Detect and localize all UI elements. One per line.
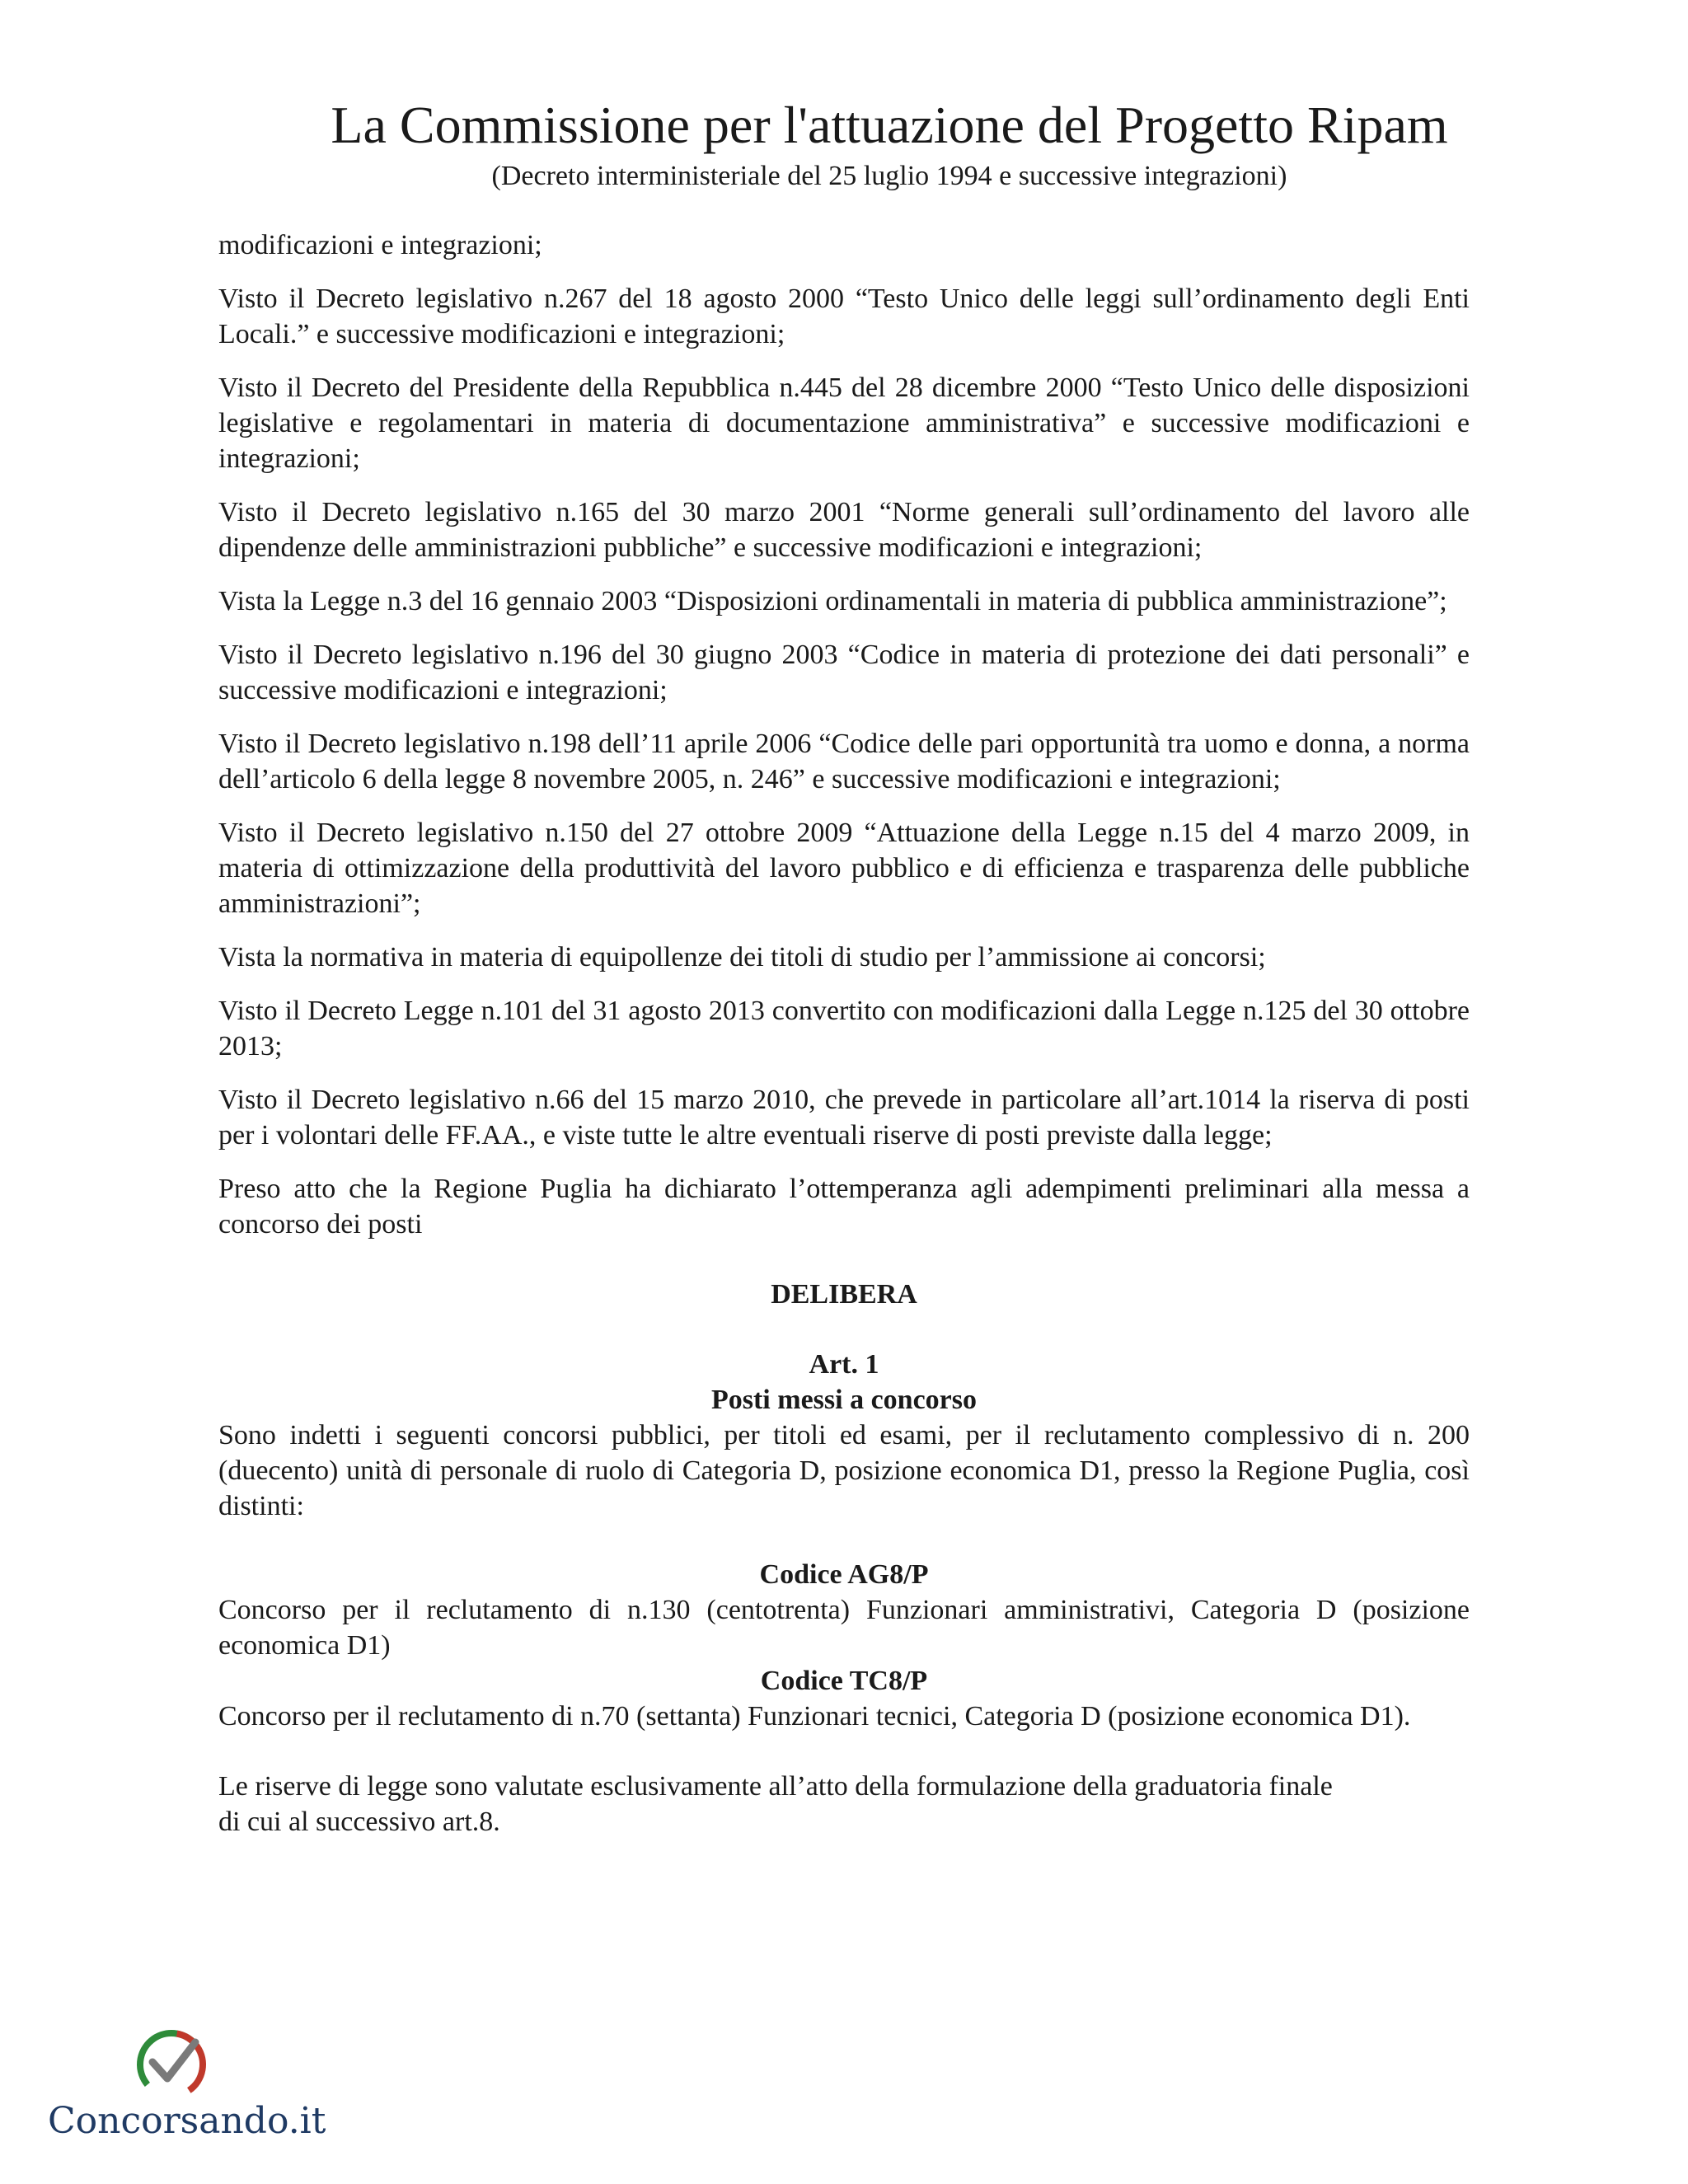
document-body xyxy=(218,227,1470,1840)
paragraph: modificazioni e integrazioni; xyxy=(218,230,542,260)
article-number: Art. 1 xyxy=(809,1349,879,1380)
paragraph: Visto il Decreto legislativo n.165 del 30 marzo 2001 “Norme generali sull’ordinamento del lavoro alle dipendenze delle amministrazioni pubbliche” e successive modificazioni e integrazioni; xyxy=(218,497,1470,563)
paragraph: Preso atto che la Regione Puglia ha dichiarato l’ottemperanza agli adempimenti preliminari alla messa a concorso dei posti xyxy=(218,1174,1470,1240)
page-title: La Commissione per l'attuazione del Progetto Ripam xyxy=(331,96,1448,154)
article-intro: Sono indetti i seguenti concorsi pubblici, per titoli ed esami, per il reclutamento complessivo di n. 200 (duecento) unità di personale di ruolo di Categoria D, posizione economica D1, presso la Regione Puglia, così distinti: xyxy=(218,1420,1470,1521)
paragraph: Visto il Decreto legislativo n.150 del 27 ottobre 2009 “Attuazione della Legge n.15 del 4 marzo 2009, in materia di ottimizzazione della produttività del lavoro pubblico e di efficienza e trasparenza delle pubbliche amministrazioni”; xyxy=(218,818,1470,919)
delibera-heading: DELIBERA xyxy=(771,1279,917,1310)
concorsando-logo xyxy=(48,2027,326,2143)
paragraph: Visto il Decreto legislativo n.66 del 15 marzo 2010, che prevede in particolare all’art.1014 la riserva di posti per i volontari delle FF.AA., e viste tutte le altre eventuali riserve di posti previste dalla legge; xyxy=(218,1085,1470,1151)
paragraph: Visto il Decreto legislativo n.198 dell’11 aprile 2006 “Codice delle pari opportunità tra uomo e donna, a norma dell’articolo 6 della legge 8 novembre 2005, n. 246” e successive modificazioni e integrazioni; xyxy=(218,729,1470,794)
closing-line: di cui al successivo art.8. xyxy=(218,1807,500,1837)
page-subtitle: (Decreto interministeriale del 25 luglio 1994 e successive integrazioni) xyxy=(491,161,1287,191)
code-heading: Codice AG8/P xyxy=(759,1559,929,1590)
paragraph: Visto il Decreto Legge n.101 del 31 agosto 2013 convertito con modificazioni dalla Legge n.125 del 30 ottobre 2013; xyxy=(218,996,1470,1062)
paragraph: Visto il Decreto legislativo n.196 del 30 giugno 2003 “Codice in materia di protezione dei dati personali” e successive modificazioni e integrazioni; xyxy=(218,640,1470,705)
document-header xyxy=(0,92,1688,194)
paragraph: Vista la normativa in materia di equipollenze dei titoli di studio per l’ammissione ai concorsi; xyxy=(218,942,1266,972)
logo-text: Concorsando.it xyxy=(48,2100,326,2142)
code-heading: Codice TC8/P xyxy=(760,1666,928,1696)
code-description: Concorso per il reclutamento di n.70 (settanta) Funzionari tecnici, Categoria D (posizione economica D1). xyxy=(218,1701,1411,1732)
paragraph: Visto il Decreto del Presidente della Repubblica n.445 del 28 dicembre 2000 “Testo Unico delle disposizioni legislative e regolamentari in materia di documentazione amministrativa” e successive modificazioni e integrazioni; xyxy=(218,373,1470,474)
closing-line: Le riserve di legge sono valutate esclusivamente all’atto della formulazione della graduatoria finale xyxy=(218,1771,1333,1802)
paragraph: Vista la Legge n.3 del 16 gennaio 2003 “Disposizioni ordinamentali in materia di pubblica amministrazione”; xyxy=(218,586,1447,616)
code-description: Concorso per il reclutamento di n.130 (centotrenta) Funzionari amministrativi, Categoria D (posizione economica D1) xyxy=(218,1595,1470,1661)
checkmark-circle-icon xyxy=(134,2027,209,2102)
article-title: Posti messi a concorso xyxy=(710,1385,977,1415)
paragraph: Visto il Decreto legislativo n.267 del 18 agosto 2000 “Testo Unico delle leggi sull’ordinamento degli Enti Locali.” e successive modificazioni e integrazioni; xyxy=(218,284,1470,349)
